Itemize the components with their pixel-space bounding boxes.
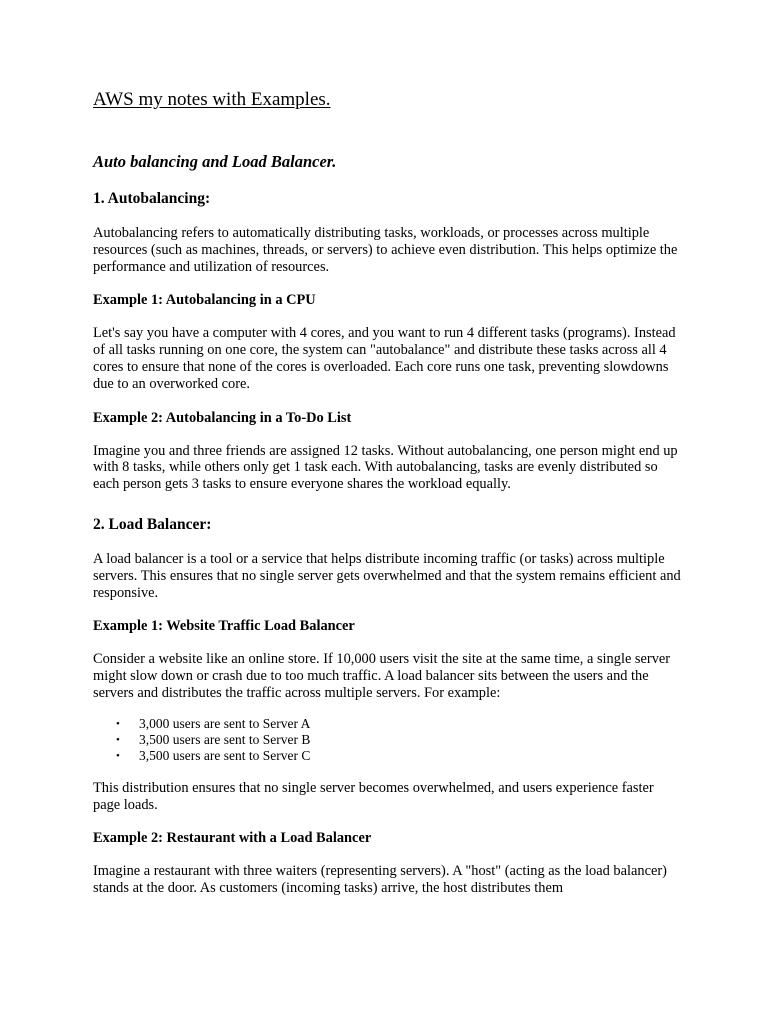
- list-item: [93, 732, 683, 748]
- list-item: [93, 748, 683, 764]
- bullet-icon: •: [116, 749, 120, 762]
- bullet-icon: •: [116, 717, 120, 730]
- load-balancer-example2-text: Imagine a restaurant with three waiters (representing servers). A "host" (acting as the load balancer) stands at the door. As customers (incoming tasks) arrive, the host distributes them: [93, 863, 667, 897]
- list-item: [93, 716, 683, 732]
- load-balancer-intro: A load balancer is a tool or a service that helps distribute incoming traffic (or tasks) across multiple servers. This ensures that no single server gets overwhelmed and that the system remains efficient and responsive.: [93, 550, 681, 601]
- autobalancing-example1-text: Let's say you have a computer with 4 cores, and you want to run 4 different tasks (programs). Instead of all tasks running on one core, the system can "autobalance" and distribute these tasks across all 4 cores to ensure that none of the cores is overloaded. Each core runs one task, preventing slowdowns due to an overworked core.: [93, 325, 676, 392]
- section-title: Auto balancing and Load Balancer.: [93, 152, 337, 171]
- document-page: [93, 88, 683, 897]
- server-distribution-list: [93, 716, 683, 764]
- load-balancer-example1-heading: Example 1: Website Traffic Load Balancer: [93, 618, 355, 635]
- list-item-text: 3,500 users are sent to Server C: [139, 747, 311, 763]
- autobalancing-example1-heading: Example 1: Autobalancing in a CPU: [93, 292, 316, 309]
- autobalancing-example2-heading: Example 2: Autobalancing in a To-Do List: [93, 409, 352, 426]
- document-title: AWS my notes with Examples.: [93, 89, 331, 110]
- autobalancing-heading: 1. Autobalancing:: [93, 190, 211, 207]
- list-item-text: 3,000 users are sent to Server A: [139, 715, 311, 731]
- load-balancer-heading: 2. Load Balancer:: [93, 515, 212, 533]
- autobalancing-intro: Autobalancing refers to automatically distributing tasks, workloads, or processes across multiple resources (such as machines, threads, or servers) to achieve even distribution. This helps optimize the performance and utilization of resources.: [93, 225, 678, 275]
- load-balancer-example1-text: Consider a website like an online store. If 10,000 users visit the site at the same time, a single server might slow down or crash due to too much traffic. A load balancer sits between the users and the servers and distributes the traffic across multiple servers. For example:: [93, 651, 671, 701]
- load-balancer-example1-followup: This distribution ensures that no single server becomes overwhelmed, and users experience faster page loads.: [93, 779, 654, 813]
- load-balancer-example2-heading: Example 2: Restaurant with a Load Balancer: [93, 830, 372, 847]
- bullet-icon: •: [116, 733, 120, 746]
- autobalancing-example2-text: Imagine you and three friends are assigned 12 tasks. Without autobalancing, one person might end up with 8 tasks, while others only get 1 task each. With autobalancing, tasks are evenly distributed so each person gets 3 tasks to ensure everyone shares the workload equally.: [93, 442, 678, 493]
- list-item-text: 3,500 users are sent to Server B: [139, 731, 311, 747]
